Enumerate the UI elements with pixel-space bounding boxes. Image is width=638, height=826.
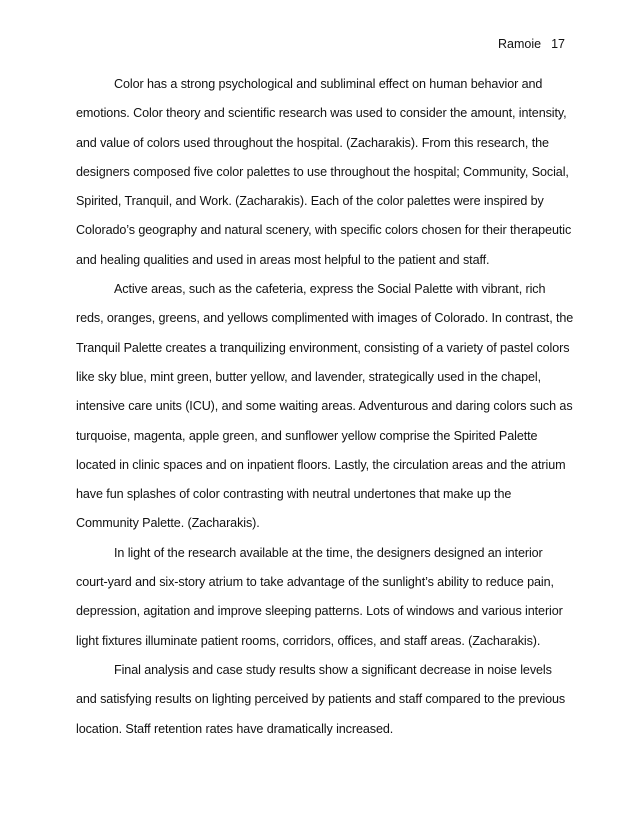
page-header bbox=[498, 36, 565, 52]
header-author: Ramoie bbox=[498, 37, 542, 51]
paragraph-active-areas: Active areas, such as the cafeteria, express the Social Palette with vibrant, rich reds, oranges, greens, and yellows complimented with images of Colorado. In contrast, the Tranquil Palette creates a tranquilizing environment, consisting of a variety of pastel colors like sky blue, mint green, butter yellow, and lavender, strategically used in the chapel, intensive care units (ICU), and some waiting areas. Adventurous and daring colors such as turquoise, magenta, apple green, and sunflower yellow comprise the Spirited Palette located in clinic spaces and on inpatient floors. Lastly, the circulation areas and the atrium have fun splashes of color contrasting with neutral undertones that make up the Community Palette. (Zacharakis). bbox=[76, 282, 574, 531]
paragraph-sunlight: In light of the research available at the time, the designers designed an interior court-yard and six-story atrium to take advantage of the sunlight’s ability to reduce pain, depression, agitation and improve sleeping patterns. Lots of windows and various interior light fixtures illuminate patient rooms, corridors, offices, and staff areas. (Zacharakis). bbox=[76, 545, 563, 648]
header-page-number: 17 bbox=[551, 37, 565, 51]
paragraph-color-psychology: Color has a strong psychological and subliminal effect on human behavior and emotions. Color theory and scientific research was used to consider the amount, intensity, and value of colors used throughout the hospital. (Zacharakis). From this research, the designers composed five color palettes to use throughout the hospital; Community, Social, Spirited, Tranquil, and Work. (Zacharakis). Each of the color palettes were inspired by Colorado’s geography and natural scenery, with specific colors chosen for their therapeutic and healing qualities and used in areas most helpful to the patient and staff. bbox=[76, 77, 572, 267]
document-body bbox=[76, 70, 574, 744]
paragraph-final-analysis: Final analysis and case study results show a significant decrease in noise levels and satisfying results on lighting perceived by patients and staff compared to the previous location. Staff retention rates have dramatically increased. bbox=[76, 662, 566, 736]
